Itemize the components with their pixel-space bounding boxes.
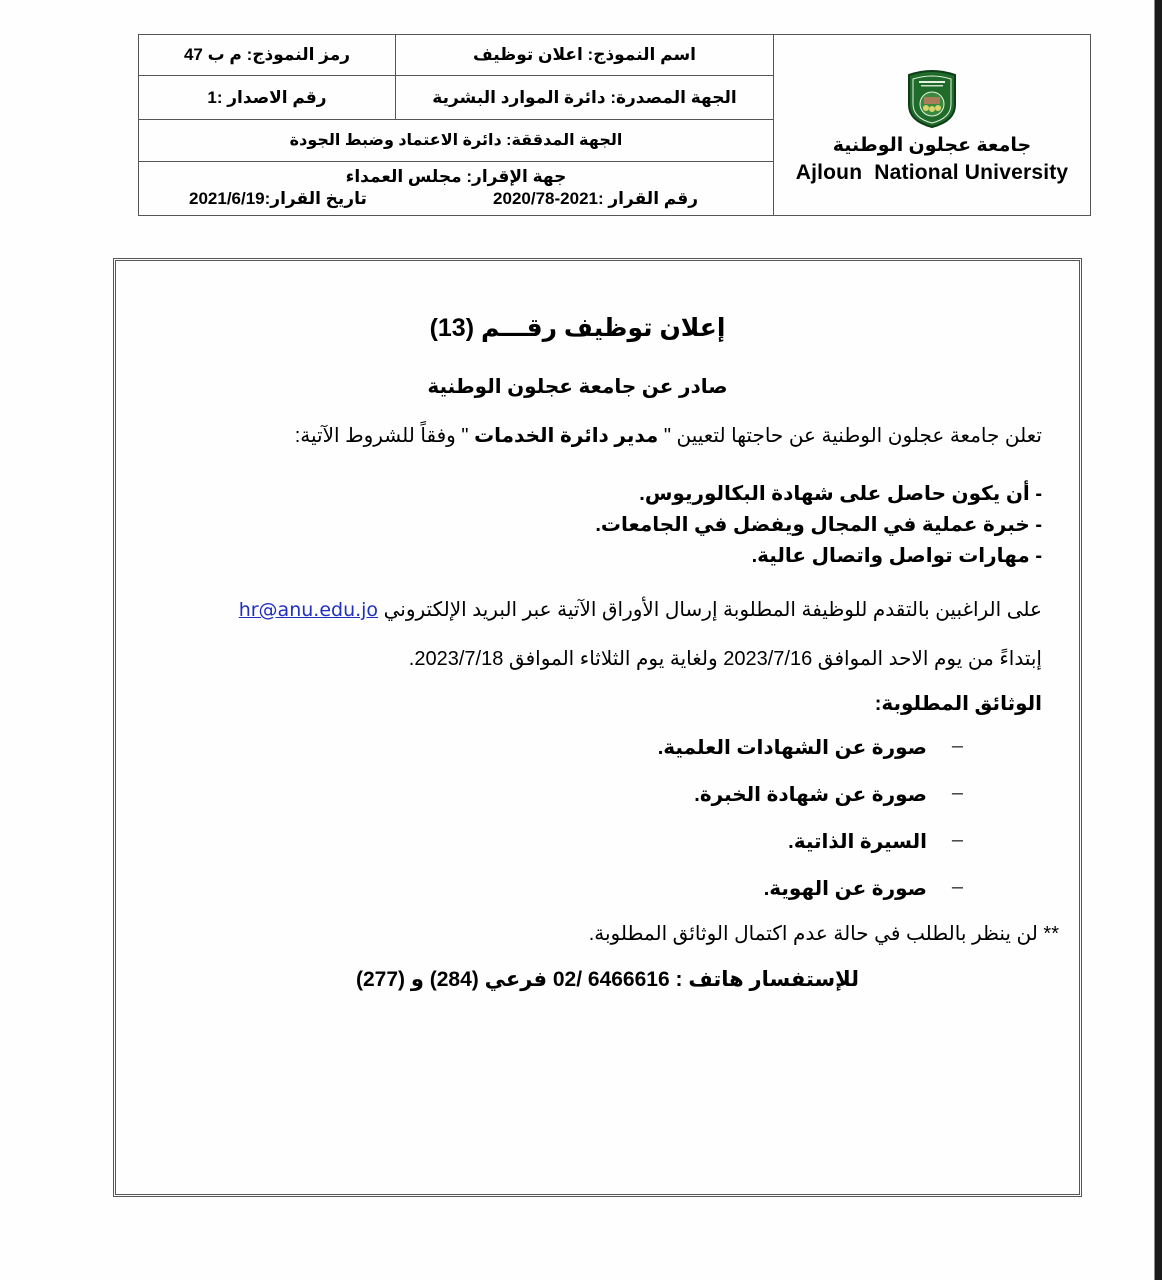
form-header-table — [138, 34, 1091, 216]
conditions-list — [595, 479, 1042, 572]
document-item — [658, 876, 963, 923]
form-code-cell: رمز النموذج: م ب 47 — [139, 35, 396, 76]
apply-instructions — [239, 597, 1042, 622]
intro-text-start: تعلن جامعة عجلون الوطنية عن حاجتها لتعيين " — [658, 425, 1042, 447]
position-title: مدير دائرة الخدمات — [474, 425, 659, 447]
documents-heading: الوثائق المطلوبة: — [874, 693, 1042, 715]
approval-body: جهة الإقرار: مجلس العمداء — [345, 166, 567, 186]
document-item — [658, 782, 963, 829]
documents-list — [658, 735, 963, 923]
form-name-cell: اسم النموذج: اعلان توظيف — [396, 35, 774, 76]
document-item — [658, 829, 963, 876]
university-name-english: Ajloun National University — [795, 161, 1069, 185]
document-label: صورة عن الهوية. — [763, 878, 927, 900]
apply-text: على الراغبين بالتقدم للوظيفة المطلوبة إرسال الأوراق الآتية عبر البريد الإلكتروني — [378, 599, 1042, 621]
condition-item: - خبرة عملية في المجال ويفضل في الجامعات. — [595, 514, 1042, 536]
condition-item: - مهارات تواصل واتصال عالية. — [751, 545, 1042, 567]
announcement-intro — [295, 423, 1042, 448]
intro-text-end: " وفقاً للشروط الآتية: — [294, 425, 475, 447]
application-dates: إبتداءً من يوم الاحد الموافق 2023/7/16 ولغاية يوم الثلاثاء الموافق 2023/7/18. — [408, 648, 1042, 670]
incomplete-application-note: ** لن ينظر بالطلب في حالة عدم اكتمال الوثائق المطلوبة. — [588, 923, 1059, 945]
screen-edge-bar — [1154, 0, 1162, 1280]
university-name-arabic: جامعة عجلون الوطنية — [832, 134, 1032, 156]
dash-bullet-icon: – — [951, 829, 963, 851]
document-label: صورة عن الشهادات العلمية. — [657, 737, 927, 759]
auditing-body-cell: الجهة المدققة: دائرة الاعتماد وضبط الجودة — [139, 120, 774, 161]
issue-number-cell: رقم الاصدار :1 — [139, 76, 396, 120]
document-item — [658, 735, 963, 782]
dash-bullet-icon: – — [951, 782, 963, 804]
contact-phone: للإستفسار هاتف : 6466616 /02 فرعي (284) و (277) — [355, 968, 860, 991]
announcement-subtitle: صادر عن جامعة عجلون الوطنية — [427, 376, 728, 398]
approval-cell — [139, 161, 774, 215]
document-label: صورة عن شهادة الخبرة. — [694, 784, 927, 806]
university-logo-cell — [774, 35, 1091, 216]
decision-date: تاريخ القرار:2021/6/19 — [189, 189, 367, 209]
condition-item: - أن يكون حاصل على شهادة البكالوريوس. — [639, 483, 1042, 505]
dash-bullet-icon: – — [951, 735, 963, 757]
decision-number: رقم القرار :2021-2020/78 — [493, 189, 698, 209]
issuing-body-cell: الجهة المصدرة: دائرة الموارد البشرية — [396, 76, 774, 120]
announcement-title: إعلان توظيف رقـــم (13) — [429, 314, 726, 342]
email-link[interactable]: hr@anu.edu.jo — [238, 599, 379, 621]
dash-bullet-icon: – — [951, 876, 963, 898]
document-label: السيرة الذاتية. — [788, 831, 927, 853]
announcement-frame — [113, 258, 1082, 1197]
university-crest-icon — [905, 69, 959, 129]
